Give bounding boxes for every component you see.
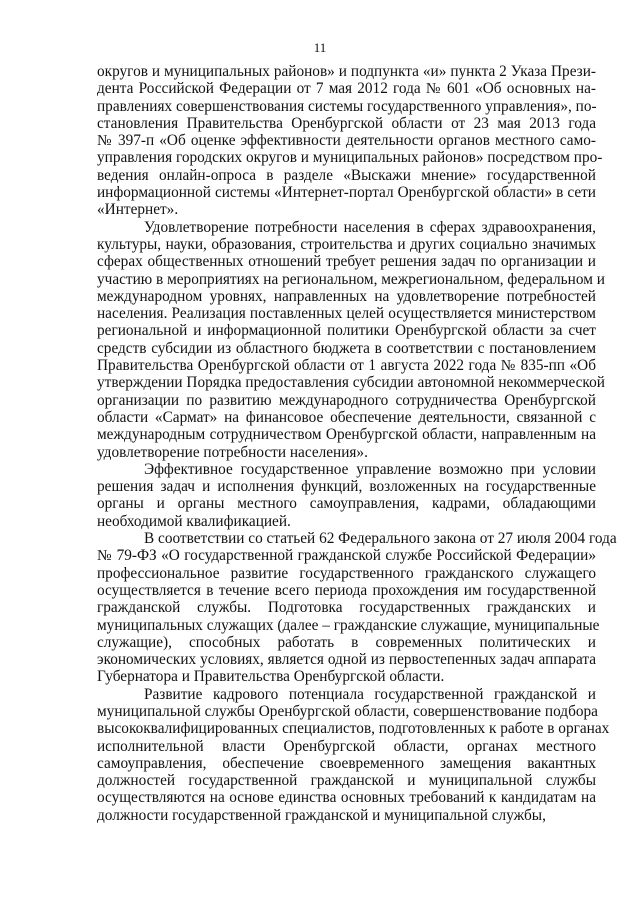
- text-line: профессиональное развитие государственного гражданского служащего: [97, 564, 596, 582]
- text-line: Правительства Оренбургской области от 1 августа 2022 года № 835-пп «Об: [97, 357, 596, 375]
- text-line: участию в мероприятиях на региональном, межрегиональном, федеральном и: [97, 270, 605, 288]
- text-line: Эффективное государственное управление возможно при условии: [144, 460, 596, 478]
- text-line: экономических условиях, является одной из первостепенных задач аппарата: [97, 651, 596, 669]
- text-line: организации по развитию международного сотрудничества Оренбургской: [97, 391, 596, 409]
- document-body: [97, 63, 617, 824]
- text-line: ведения онлайн-опроса в разделе «Выскажи мнение» государственной: [97, 166, 596, 184]
- text-line: населения. Реализация поставленных целей осуществляется министерством: [97, 305, 596, 323]
- text-line: международном уровнях, направленных на удовлетворение потребностей: [97, 287, 596, 305]
- paragraph: [97, 63, 603, 219]
- text-line: управления городских округов и муниципальных районов» посредством про-: [97, 149, 603, 167]
- text-line: «Интернет».: [97, 201, 179, 219]
- paragraph: [97, 218, 605, 461]
- text-line: муниципальной службы Оренбургской области, совершенствование подбора: [97, 702, 598, 720]
- text-line: должности государственной гражданской и муниципальной службы,: [97, 806, 546, 824]
- text-line: округов и муниципальных районов» и подпункта «и» пункта 2 Указа Прези-: [97, 63, 596, 80]
- text-line: сферах общественных отношений требует решения задач по организации и: [97, 253, 596, 271]
- text-line: удовлетворение потребности населения».: [97, 443, 368, 461]
- text-line: В соответствии со статьей 62 Федерального закона от 27 июля 2004 года: [144, 530, 617, 548]
- text-line: Губернатора и Правительства Оренбургской области.: [97, 668, 445, 686]
- text-line: исполнительной власти Оренбургской области, органах местного: [97, 737, 596, 755]
- text-line: дента Российской Федерации от 7 мая 2012 года № 601 «Об основных на-: [97, 80, 596, 98]
- text-line: осуществляется в течение всего периода прохождения им государственной: [97, 581, 596, 599]
- text-line: муниципальных служащих (далее – гражданские служащие, муниципальные: [97, 616, 600, 634]
- page-number: 11: [313, 40, 327, 55]
- text-line: Удовлетворение потребности населения в сферах здравоохранения,: [144, 218, 596, 236]
- text-line: гражданской службы. Подготовка государственных гражданских и: [97, 599, 596, 617]
- text-line: органы и органы местного самоуправления, кадрами, обладающими: [97, 495, 596, 513]
- text-line: региональной и информационной политики Оренбургской области за счет: [97, 322, 596, 340]
- text-line: области «Сармат» на финансовое обеспечение деятельности, связанной с: [97, 408, 596, 426]
- text-line: средств субсидии из областного бюджета в соответствии с постановлением: [97, 339, 596, 357]
- text-line: высококвалифицированных специалистов, подготовленных к работе в органах: [97, 720, 610, 738]
- text-line: самоуправления, обеспечение своевременного замещения вакантных: [97, 754, 596, 772]
- paragraph: [97, 461, 596, 530]
- text-line: становления Правительства Оренбургской области от 23 мая 2013 года: [97, 114, 596, 132]
- text-line: утверждении Порядка предоставления субсидии автономной некоммерческой: [97, 374, 605, 392]
- paragraph: [97, 530, 617, 686]
- text-line: № 397-п «Об оценке эффективности деятельности органов местного само-: [97, 132, 596, 150]
- text-line: культуры, науки, образования, строительства и других социально значимых: [97, 235, 596, 253]
- text-line: информационной системы «Интернет-портал Оренбургской области» в сети: [97, 184, 596, 202]
- text-line: должностей государственной гражданской и муниципальной службы: [97, 772, 596, 790]
- text-line: международным сотрудничеством Оренбургской области, направленным на: [97, 426, 596, 444]
- text-line: осуществляются на основе единства основных требований к кандидатам на: [97, 789, 596, 807]
- text-line: № 79-ФЗ «О государственной гражданской службе Российской Федерации»: [97, 547, 596, 565]
- paragraph: [97, 685, 610, 824]
- text-line: служащие), способных работать в современных политических и: [97, 633, 596, 651]
- text-line: правлениях совершенствования системы государственного управления», по-: [97, 97, 597, 115]
- text-line: необходимой квалификацией.: [97, 512, 291, 530]
- text-line: решения задач и исполнения функций, возложенных на государственные: [97, 478, 596, 496]
- text-line: Развитие кадрового потенциала государственной гражданской и: [144, 685, 596, 703]
